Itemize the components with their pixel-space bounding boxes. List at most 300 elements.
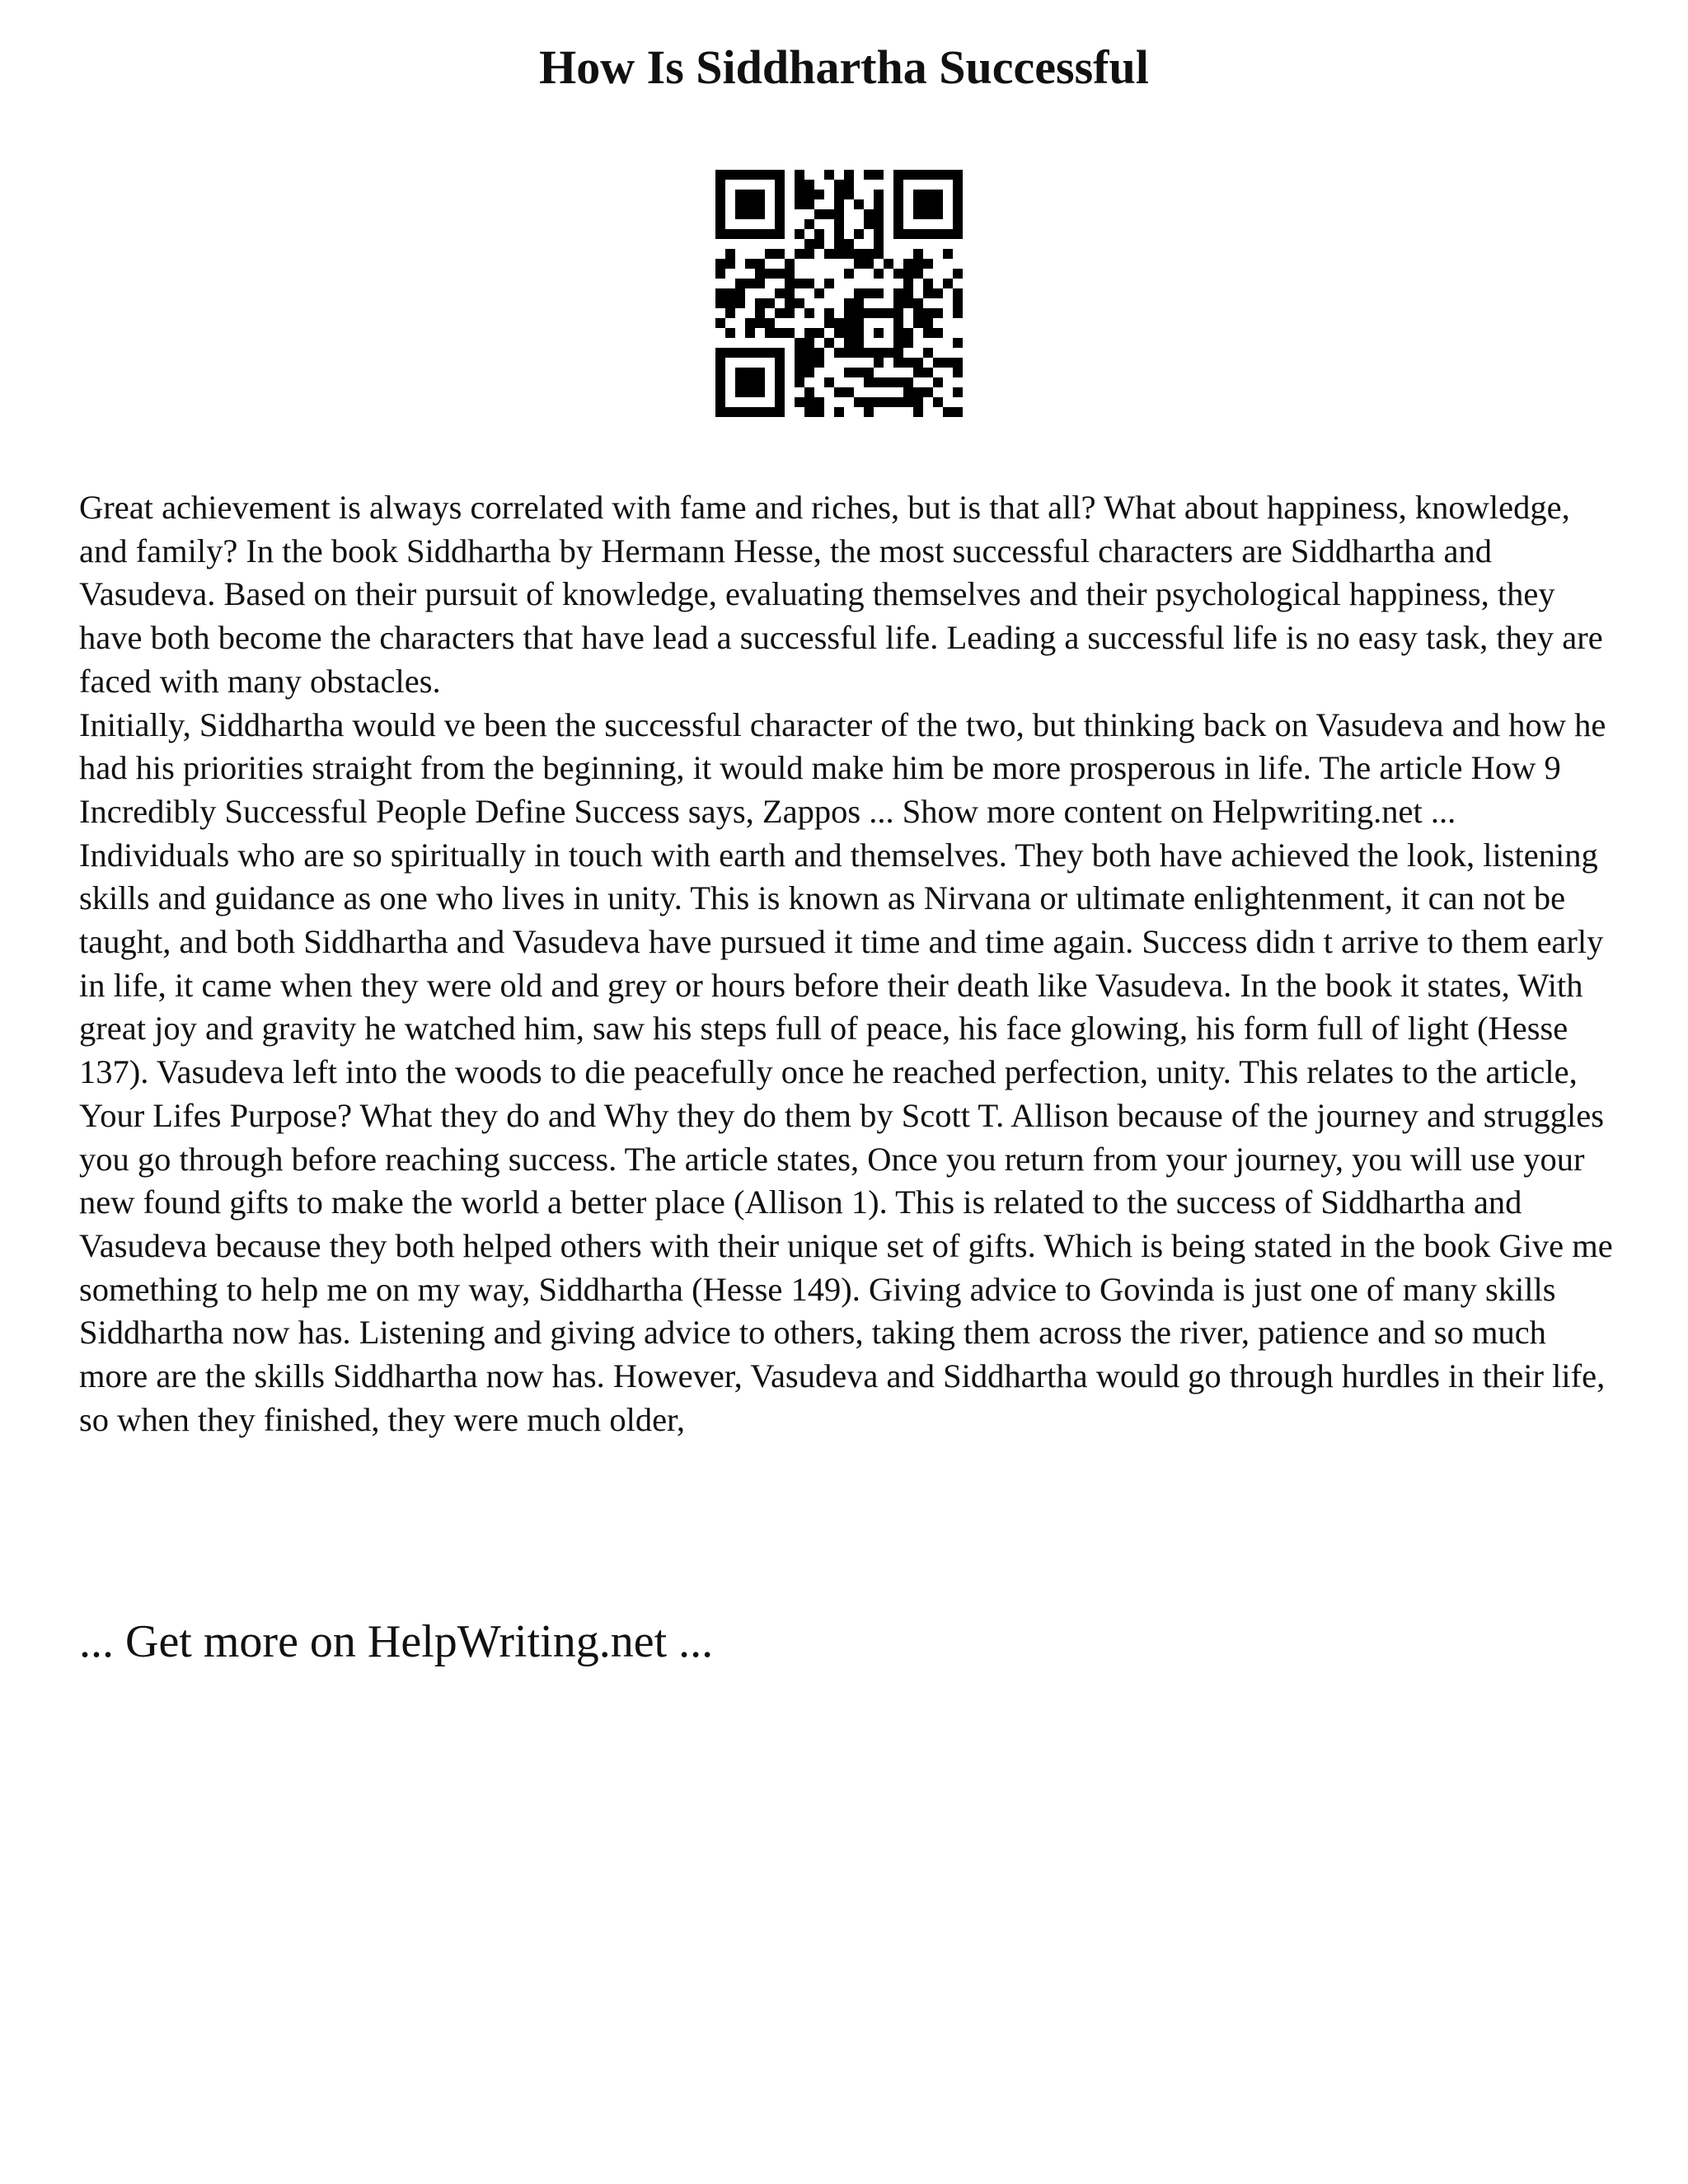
qr-module [795, 279, 804, 288]
qr-module [913, 318, 923, 328]
qr-module [804, 407, 814, 417]
qr-module [953, 358, 963, 368]
qr-module [775, 219, 785, 229]
qr-module [854, 199, 864, 209]
qr-module [745, 328, 755, 338]
qr-module [943, 279, 953, 288]
qr-module [804, 368, 814, 377]
qr-module [785, 269, 795, 279]
qr-module [903, 288, 913, 298]
qr-module [814, 288, 824, 298]
qr-module [923, 190, 933, 199]
qr-module [715, 199, 725, 209]
qr-module [893, 377, 903, 387]
qr-module [903, 397, 913, 407]
qr-module [725, 308, 735, 318]
qr-module [795, 170, 804, 180]
qr-module [725, 249, 735, 259]
qr-module [844, 298, 854, 308]
qr-module [844, 239, 854, 249]
qr-module [804, 338, 814, 348]
qr-module [913, 170, 923, 180]
qr-module [795, 229, 804, 239]
qr-module [735, 279, 745, 288]
qr-module [755, 259, 765, 269]
qr-module [775, 269, 785, 279]
qr-module [715, 170, 725, 180]
qr-module [933, 328, 943, 338]
qr-module [834, 387, 844, 397]
qr-module [903, 269, 913, 279]
qr-module [745, 279, 755, 288]
qr-module [775, 249, 785, 259]
qr-module [893, 209, 903, 219]
qr-module [864, 288, 874, 298]
qr-module [804, 199, 814, 209]
qr-module [913, 397, 923, 407]
qr-module [913, 259, 923, 269]
qr-module [755, 318, 765, 328]
qr-module [824, 338, 834, 348]
paragraph-individuals: Individuals who are so spiritually in touch with earth and themselves. They both have achieved the look, listening skills and guidance as one who lives in unity. This is known as Nirvana or ultimate enlightenment, it can not be taught, and both Siddhartha and Vasudeva have pursued it time and time again. Success didn t arrive to them early in life, it came when they were old and grey or hours before their death like Vasudeva. In the book it states, With great joy and gravity he watched him, saw his steps full of peace, his face glowing, his form full of light (Hesse 137). Vasudeva left into the woods to die peacefully once he reached perfection, unity. This relates to the article, Your Lifes Purpose? What they do and Why they do them by Scott T. Allison because of the journey and struggles you go through before reaching success. The article states, Once you return from your journey, you will use your new found gifts to make the world a better place (Allison 1). This is related to the success of Siddhartha and Vasudeva because they both helped others with their unique set of gifts. Which is being stated in the book Give me something to help me on my way, Siddhartha (Hesse 149). Giving advice to Govinda is just one of many skills Siddhartha now has. Listening and giving advice to others, taking them across the river, patience and so much more are the skills Siddhartha now has. However, Vasudeva and Siddhartha would go through hurdles in their life, so when they finished, they were much older, [79, 836, 1613, 1438]
qr-module [943, 249, 953, 259]
qr-module [834, 199, 844, 209]
qr-module [824, 170, 834, 180]
qr-module [953, 269, 963, 279]
qr-module [745, 209, 755, 219]
qr-module [785, 328, 795, 338]
qr-module [814, 209, 824, 219]
qr-module [864, 308, 874, 318]
qr-module [715, 180, 725, 190]
qr-module [715, 407, 725, 417]
qr-module [824, 279, 834, 288]
qr-module [923, 368, 933, 377]
qr-module [844, 180, 854, 190]
qr-module [715, 288, 725, 298]
qr-module [804, 397, 814, 407]
qr-module [775, 377, 785, 387]
qr-module [943, 407, 953, 417]
qr-module [864, 259, 874, 269]
qr-module [854, 318, 864, 328]
qr-module [953, 288, 963, 298]
qr-module [953, 190, 963, 199]
qr-module [953, 308, 963, 318]
qr-module [814, 348, 824, 358]
qr-module [745, 190, 755, 199]
qr-module [755, 170, 765, 180]
qr-module [844, 249, 854, 259]
qr-module [874, 377, 884, 387]
qr-module [844, 338, 854, 348]
qr-module [903, 358, 913, 368]
qr-module [755, 190, 765, 199]
qr-module [874, 170, 884, 180]
qr-module [903, 279, 913, 288]
qr-module [745, 170, 755, 180]
qr-module [864, 397, 874, 407]
qr-module [943, 229, 953, 239]
qr-module [933, 288, 943, 298]
qr-module [785, 308, 795, 318]
qr-module [874, 239, 884, 249]
qr-module [933, 199, 943, 209]
qr-module [804, 190, 814, 199]
qr-module [715, 348, 725, 358]
qr-module [834, 239, 844, 249]
qr-module [903, 387, 913, 397]
qr-module [923, 308, 933, 318]
qr-module [755, 407, 765, 417]
qr-module [715, 298, 725, 308]
qr-module [775, 288, 785, 298]
qr-module [775, 387, 785, 397]
qr-module [933, 209, 943, 219]
qr-module [893, 328, 903, 338]
qr-module [804, 328, 814, 338]
qr-module [735, 387, 745, 397]
qr-module [765, 298, 775, 308]
qr-module [913, 387, 923, 397]
qr-module [923, 279, 933, 288]
qr-module [933, 229, 943, 239]
qr-module [893, 199, 903, 209]
qr-module [844, 368, 854, 377]
qr-module [903, 229, 913, 239]
qr-module [834, 190, 844, 199]
get-more-link[interactable]: ... Get more on HelpWriting.net ... [79, 1616, 714, 1667]
qr-module [804, 180, 814, 190]
qr-module [775, 209, 785, 219]
qr-module [795, 397, 804, 407]
qr-module [903, 298, 913, 308]
qr-module [913, 249, 923, 259]
qr-module [874, 269, 884, 279]
qr-module [913, 308, 923, 318]
qr-module [735, 348, 745, 358]
qr-module [795, 377, 804, 387]
qr-module [913, 407, 923, 417]
qr-module [903, 170, 913, 180]
qr-module [844, 170, 854, 180]
qr-module [765, 269, 775, 279]
qr-module [745, 387, 755, 397]
qr-module [913, 190, 923, 199]
qr-module [725, 298, 735, 308]
qr-module [775, 199, 785, 209]
qr-module [755, 269, 765, 279]
qr-module [874, 288, 884, 298]
qr-module [775, 407, 785, 417]
qr-module [745, 259, 755, 269]
qr-module [755, 229, 765, 239]
qr-module [893, 298, 903, 308]
qr-module [755, 377, 765, 387]
qr-module [765, 407, 775, 417]
qr-module [725, 407, 735, 417]
qr-module [953, 338, 963, 348]
qr-module [834, 348, 844, 358]
qr-module [795, 180, 804, 190]
qr-module [953, 209, 963, 219]
qr-module [795, 298, 804, 308]
qr-module [933, 308, 943, 318]
qr-module [844, 308, 854, 318]
qr-module [953, 368, 963, 377]
page-title: How Is Siddhartha Successful [539, 40, 1149, 94]
qr-module [715, 229, 725, 239]
qr-module [923, 209, 933, 219]
qr-module [775, 358, 785, 368]
qr-module [775, 348, 785, 358]
qr-module [795, 358, 804, 368]
qr-module [893, 338, 903, 348]
qr-module [854, 298, 864, 308]
qr-module [874, 209, 884, 219]
qr-module [893, 397, 903, 407]
qr-module [824, 209, 834, 219]
qr-module [834, 407, 844, 417]
qr-module [745, 348, 755, 358]
qr-module [745, 407, 755, 417]
qr-module [775, 368, 785, 377]
qr-module [804, 358, 814, 368]
qr-module [913, 368, 923, 377]
qr-module [943, 170, 953, 180]
qr-module [725, 288, 735, 298]
qr-module [844, 328, 854, 338]
qr-module [844, 269, 854, 279]
qr-module [844, 190, 854, 199]
qr-module [814, 407, 824, 417]
qr-module [874, 308, 884, 318]
qr-module [913, 358, 923, 368]
qr-module [953, 219, 963, 229]
qr-module [775, 397, 785, 407]
qr-module [903, 377, 913, 387]
qr-module [725, 259, 735, 269]
qr-module [775, 328, 785, 338]
qr-module [745, 318, 755, 328]
qr-module [804, 387, 814, 397]
qr-module [824, 318, 834, 328]
qr-module [884, 377, 893, 387]
qr-module [913, 298, 923, 308]
qr-module [834, 219, 844, 229]
qr-module [725, 229, 735, 239]
qr-module [953, 170, 963, 180]
qr-module [893, 348, 903, 358]
qr-module [893, 269, 903, 279]
qr-module [725, 170, 735, 180]
qr-module [953, 387, 963, 397]
qr-module [903, 328, 913, 338]
qr-module [854, 397, 864, 407]
qr-module [834, 249, 844, 259]
qr-module [755, 368, 765, 377]
qr-module [715, 368, 725, 377]
qr-module [785, 298, 795, 308]
qr-module [775, 170, 785, 180]
qr-module [735, 377, 745, 387]
qr-module [854, 368, 864, 377]
qr-module [854, 328, 864, 338]
qr-module [874, 358, 884, 368]
qr-module [725, 348, 735, 358]
qr-module [785, 279, 795, 288]
qr-module [893, 170, 903, 180]
qr-module [804, 239, 814, 249]
qr-module [804, 219, 814, 229]
qr-module [795, 199, 804, 209]
qr-module [735, 199, 745, 209]
qr-module [884, 259, 893, 269]
qr-module [893, 288, 903, 298]
qr-module [804, 348, 814, 358]
qr-module [795, 368, 804, 377]
qr-module [814, 328, 824, 338]
qr-module [824, 377, 834, 387]
qr-module [715, 269, 725, 279]
qr-module [834, 229, 844, 239]
qr-module [933, 170, 943, 180]
qr-module [913, 269, 923, 279]
qr-module [715, 318, 725, 328]
qr-module [884, 348, 893, 358]
qr-module [874, 397, 884, 407]
qr-module [953, 180, 963, 190]
qr-module [874, 229, 884, 239]
qr-module [933, 190, 943, 199]
qr-module [735, 288, 745, 298]
qr-module [715, 358, 725, 368]
qr-code-icon [715, 170, 963, 417]
qr-module [854, 259, 864, 269]
qr-module [745, 377, 755, 387]
qr-module [775, 190, 785, 199]
qr-module [923, 348, 933, 358]
qr-module [923, 288, 933, 298]
qr-module [923, 259, 933, 269]
qr-module [884, 308, 893, 318]
qr-module [874, 199, 884, 209]
qr-module [814, 229, 824, 239]
qr-module [893, 190, 903, 199]
qr-module [903, 338, 913, 348]
qr-module [893, 180, 903, 190]
qr-module [765, 249, 775, 259]
qr-module [735, 229, 745, 239]
qr-module [913, 199, 923, 209]
qr-module [765, 348, 775, 358]
qr-module [715, 387, 725, 397]
qr-module [715, 219, 725, 229]
qr-module [874, 249, 884, 259]
qr-module [755, 279, 765, 288]
qr-module [755, 348, 765, 358]
qr-module [854, 229, 864, 239]
qr-module [715, 209, 725, 219]
qr-module [854, 249, 864, 259]
qr-module [804, 249, 814, 259]
qr-module [795, 348, 804, 358]
qr-module [923, 229, 933, 239]
qr-module [953, 407, 963, 417]
qr-module [923, 328, 933, 338]
qr-module [745, 229, 755, 239]
qr-module [893, 308, 903, 318]
qr-module [913, 229, 923, 239]
qr-module [923, 318, 933, 328]
qr-module [864, 348, 874, 358]
qr-module [765, 328, 775, 338]
qr-module [844, 387, 854, 397]
qr-module [824, 249, 834, 259]
qr-module [864, 377, 874, 387]
qr-module [735, 298, 745, 308]
qr-module [864, 170, 874, 180]
article-body [79, 486, 1620, 1441]
qr-module [755, 387, 765, 397]
qr-module [785, 259, 795, 269]
qr-module [844, 348, 854, 358]
qr-module [715, 397, 725, 407]
qr-module [893, 229, 903, 239]
qr-module [814, 397, 824, 407]
qr-module [864, 407, 874, 417]
qr-module [755, 209, 765, 219]
qr-module [943, 358, 953, 368]
qr-module [745, 199, 755, 209]
qr-module [953, 298, 963, 308]
qr-module [864, 368, 874, 377]
qr-module [933, 397, 943, 407]
qr-module [735, 368, 745, 377]
qr-module [715, 190, 725, 199]
paragraph-intro: Great achievement is always correlated with fame and riches, but is that all? What about happiness, knowledge, and family? In the book Siddhartha by Hermann Hesse, the most successful characters are Siddhartha and Vasudeva. Based on their pursuit of knowledge, evaluating themselves and their psychological happiness, they have both become the characters that have lead a successful life. Leading a successful life is no easy task, they are faced with many obstacles. [79, 489, 1603, 700]
qr-module [854, 288, 864, 298]
qr-module [933, 358, 943, 368]
qr-module [874, 348, 884, 358]
qr-module [795, 249, 804, 259]
qr-module [755, 199, 765, 209]
qr-module [765, 318, 775, 328]
qr-module [834, 328, 844, 338]
qr-module [715, 377, 725, 387]
qr-module [814, 358, 824, 368]
qr-module [735, 170, 745, 180]
qr-module [795, 190, 804, 199]
qr-module [874, 328, 884, 338]
qr-module [775, 180, 785, 190]
qr-module [864, 209, 874, 219]
qr-module [893, 318, 903, 328]
qr-module [874, 219, 884, 229]
qr-module [844, 318, 854, 328]
qr-module [923, 170, 933, 180]
qr-module [854, 338, 864, 348]
qr-module [834, 318, 844, 328]
qr-module [765, 170, 775, 180]
qr-module [735, 190, 745, 199]
qr-module [913, 209, 923, 219]
qr-module [953, 229, 963, 239]
qr-module [923, 199, 933, 209]
qr-module [864, 249, 874, 259]
qr-module [755, 308, 765, 318]
qr-module [775, 229, 785, 239]
